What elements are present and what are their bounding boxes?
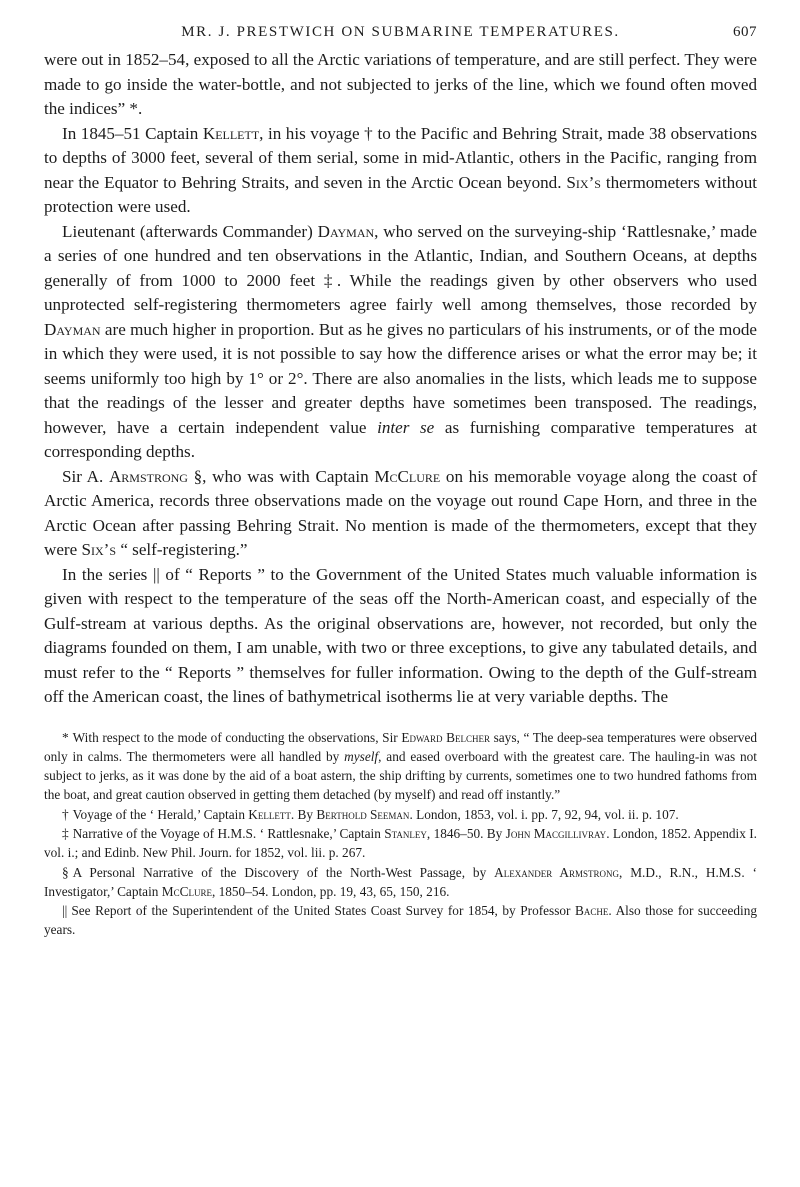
paragraph — [44, 48, 757, 122]
footnotes — [44, 728, 757, 940]
text-run: thermometers without protection were used. — [44, 172, 757, 216]
text-run: were out in 1852–54, exposed to all the Arctic variations of temperature, and are still perfect. They were made to go inside the water-bottle, and not subjected to jerks of the line, which we found often moved the indices” *. — [44, 50, 757, 118]
small-caps-name: Dayman — [44, 319, 101, 339]
text-run: See Report of the Superintendent of the United States Coast Survey for 1854, by Professor — [71, 903, 576, 919]
small-caps-name: McClure — [161, 883, 212, 899]
text-run: says, “ The deep-sea temperatures were observed only in calms. The thermometers were all handled by — [44, 729, 757, 764]
small-caps-name: Six’s — [566, 172, 601, 192]
small-caps-name: Bache — [575, 903, 609, 919]
page-number: 607 — [733, 24, 757, 40]
text-run: With respect to the mode of conducting the observations, Sir — [72, 729, 402, 745]
text-run: §, who was with Captain — [187, 466, 375, 486]
footnote — [44, 805, 757, 824]
text-run: , and eased overboard with the greatest care. The hauling-in was not subject to jerks, as it was done by the aid of a boat astern, the ship drifting by currents, sometimes one to two hundred fathoms from the boat, and great caution observed in getting them detached (by myself) and read off instantly.” — [44, 748, 758, 803]
small-caps-name: McClure — [374, 466, 441, 486]
footnote-mark: || — [62, 903, 68, 919]
footnote — [44, 824, 757, 863]
text-run: Sir A. — [62, 466, 109, 486]
small-caps-name: Kellett — [202, 123, 260, 143]
italic-text: myself — [344, 748, 379, 764]
small-caps-name: Berthold Seeman — [316, 806, 410, 822]
footnote — [44, 728, 757, 805]
footnote-mark: § — [62, 864, 69, 880]
text-run: are much higher in proportion. But as he gives no particulars of his instruments, or of the mode in which they were used, it is not possible to say how the difference arises or what the error may be; it seems uniformly too high by 1° or 2°. There are also anomalies in the lists, which leads me to suppose that the readings of the lesser and greater depths have sometimes been transposed. The readings, however, have a certain independent value — [44, 319, 757, 437]
footnote — [44, 901, 757, 940]
small-caps-name: Dayman — [317, 221, 375, 241]
small-caps-name: Kellett — [248, 806, 291, 822]
footnote — [44, 863, 757, 902]
text-run: . Also those for succeeding years. — [44, 903, 757, 938]
running-head — [44, 0, 757, 48]
italic-text: inter se — [377, 417, 435, 437]
text-run: as furnishing comparative temperatures at corresponding depths. — [44, 417, 757, 461]
text-run: , 1850–54. London, pp. 19, 43, 65, 150, 216. — [211, 883, 450, 899]
paragraph — [44, 563, 757, 710]
text-run: . London, 1852. Appendix I. vol. i.; and Edinb. New Phil. Journ. for 1852, vol. lii. p. 267. — [44, 825, 757, 861]
page — [44, 0, 757, 940]
paragraph — [44, 122, 757, 220]
paragraph — [44, 220, 757, 465]
footnote-mark: * — [62, 729, 69, 745]
text-run: In the series || of “ Reports ” to the Government of the United States much valuable information is given with respect to the temperature of the seas off the North-American coast, and especially of the Gulf-stream at various depths. As the original observations are, however, not recorded, but only the diagrams founded on them, I am unable, with two or three exceptions, to give any tabulated details, and must refer to the “ Reports ” themselves for fuller information. Owing to the depth of the Gulf-stream off the American coast, the lines of bathymetrical isotherms lie at very variable depths. The — [44, 564, 757, 706]
text-run: , who served on the surveying-ship ‘Rattlesnake,’ made a series of one hundred and ten observations in the Atlantic, Indian, and Southern Oceans, at depths generally of from 1000 to 2000 feet ‡. While the readings given by other observers who used unprotected self-registering thermometers agree fairly well among themselves, those recorded by — [44, 221, 757, 314]
small-caps-name: Armstrong — [108, 466, 188, 486]
text-run: , in his voyage † to the Pacific and Behring Strait, made 38 observations to depths of 3000 feet, several of them serial, some in mid-Atlantic, others in the Pacific, ranging from near the Equator to Behring Straits, and seven in the Arctic Ocean beyond. — [44, 123, 757, 192]
text-run: , M.D., R.N., H.M.S. ‘ Investigator,’ Captain — [44, 864, 757, 899]
text-run: Narrative of the Voyage of H.M.S. ‘ Rattlesnake,’ Captain — [72, 825, 385, 841]
small-caps-name: John Macgillivray — [505, 825, 607, 841]
small-caps-name: Alexander Armstrong — [494, 864, 619, 880]
text-run: . By — [290, 806, 317, 822]
body-text — [44, 48, 757, 710]
footnote-mark: ‡ — [62, 825, 69, 841]
text-run: A Personal Narrative of the Discovery of the North-West Passage, by — [72, 864, 495, 880]
small-caps-name: Stanley — [384, 825, 427, 841]
text-run: Voyage of the ‘ Herald,’ Captain — [72, 806, 249, 822]
small-caps-name: Six’s — [81, 540, 117, 559]
text-run: “ self-registering.” — [116, 540, 248, 559]
text-run: on his memorable voyage along the coast of Arctic America, records three observations made on the voyage out round Cape Horn, and three in the Arctic Ocean after passing Behring Strait. No mention is made of the thermometers, except that they were — [44, 466, 758, 559]
running-head-title: MR. J. PRESTWICH ON SUBMARINE TEMPERATURES. — [181, 24, 620, 40]
text-run: , 1846–50. By — [426, 825, 506, 841]
small-caps-name: Edward Belcher — [401, 729, 490, 745]
paragraph — [44, 465, 757, 563]
text-run: . London, 1853, vol. i. pp. 7, 92, 94, vol. ii. p. 107. — [409, 806, 679, 822]
text-run: Lieutenant (afterwards Commander) — [62, 221, 318, 241]
footnote-mark: † — [62, 806, 69, 822]
text-run: In 1845–51 Captain — [62, 123, 203, 143]
